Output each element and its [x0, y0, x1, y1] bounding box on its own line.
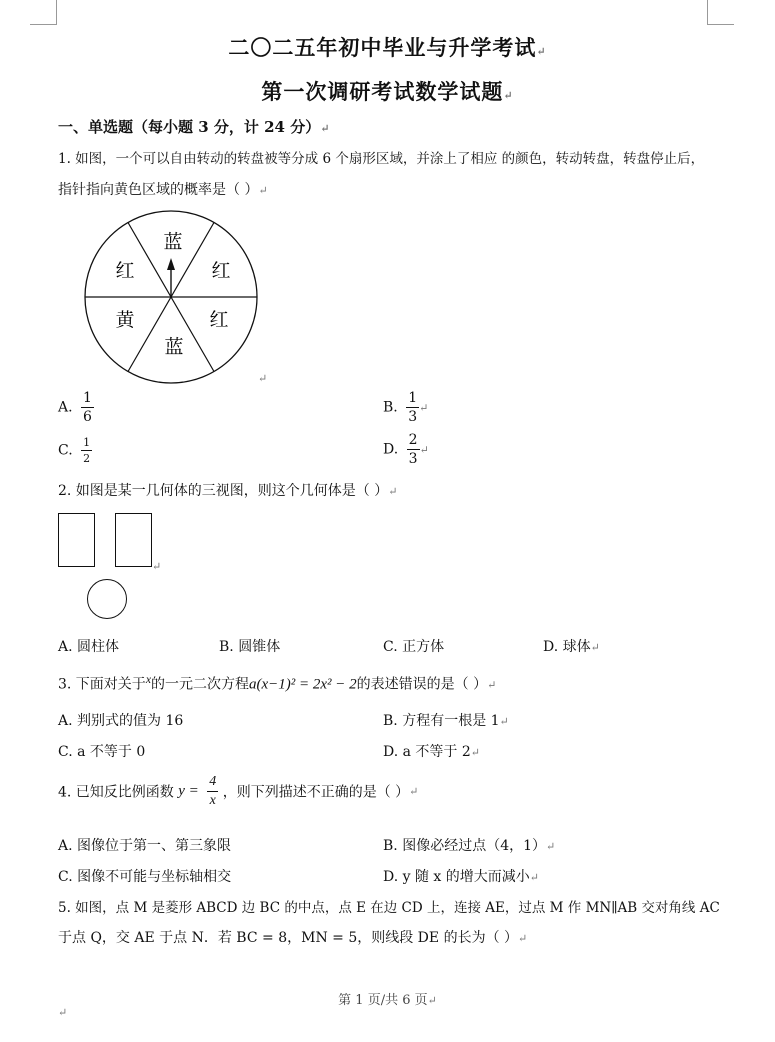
q4-option-d: D. y 随 x 的增大而减小↵: [383, 869, 539, 885]
q2-stem: 2. 如图是某一几何体的三视图，则这个几何体是（ ）↵: [58, 483, 398, 499]
q4-option-a: A. 图像位于第一、第三象限: [58, 838, 232, 854]
top-view-circle: [87, 579, 127, 619]
q5-stem-line2: 于点 Q，交 AE 于点 N．若 BC = 8，MN = 5，则线段 DE 的长为（ ）↵: [58, 930, 528, 946]
q3-option-c: C. a 不等于 0: [58, 744, 146, 760]
sector-label-lower-left: 黄: [115, 309, 135, 331]
page-footer: 第 1 页/共 6 页↵: [338, 993, 437, 1008]
q4-option-c: C. 图像不可能与坐标轴相交: [58, 869, 232, 885]
q1-option-a: A. $\frac{1}{6}$: [58, 390, 92, 425]
paragraph-mark: ↵: [258, 372, 268, 385]
q2-option-a: A. 圆柱体: [58, 639, 120, 655]
front-view-rectangle: [58, 513, 95, 567]
q1-option-b: B. $\frac{1}{3}$ ↵: [383, 390, 429, 425]
q2-option-c: C. 正方体: [383, 639, 445, 655]
side-view-rectangle: [115, 513, 152, 567]
q2-option-d: D. 球体↵: [543, 639, 600, 655]
sector-label-upper-left: 红: [115, 260, 135, 282]
q1-stem-line1: 1. 如图，一个可以自由转动的转盘被等分成 6 个扇形区域，并涂上了相应 的颜色，转动转盘，转盘停止后，: [58, 151, 705, 167]
q3-option-b: B. 方程有一根是 1↵: [383, 713, 509, 729]
q3-option-d: D. a 不等于 2↵: [383, 744, 480, 760]
q4-stem: 4. 已知反比例函数 y = $\frac{4}{x}$ ，则下列描述不正确的是（ ）↵: [58, 774, 419, 808]
sector-label-upper-right: 红: [211, 260, 231, 282]
exam-subtitle: 第一次调研考试数学试题↵: [261, 79, 514, 104]
q3-stem: 3. 下面对关于$^x$的一元二次方程a(x−1)² = 2x² − 2的表述错误的是（ ）↵: [58, 673, 497, 693]
q4-option-b: B. 图像必经过点（4，1）↵: [383, 838, 556, 854]
q1-stem-line2: 指针指向黄色区域的概率是（ ）↵: [58, 182, 268, 198]
sector-label-bottom: 蓝: [164, 336, 184, 358]
q3-option-a: A. 判别式的值为 16: [58, 713, 184, 729]
crop-mark-top-right: [707, 0, 734, 25]
q5-stem-line1: 5. 如图，点 M 是菱形 ABCD 边 BC 的中点，点 E 在边 CD 上，连接 AE，过点 M 作 MN∥AB 交对角线 AC: [58, 900, 720, 916]
crop-mark-top-left: [30, 0, 57, 25]
paragraph-mark: ↵: [152, 560, 162, 573]
q1-option-d: D. $\frac{2}{3}$ ↵: [383, 432, 429, 467]
sector-label-top: 蓝: [163, 231, 183, 253]
sector-label-lower-right: 红: [209, 309, 229, 331]
q2-option-b: B. 圆锥体: [219, 639, 281, 655]
paragraph-mark: ↵: [58, 1006, 68, 1019]
exam-title: 二〇二五年初中毕业与升学考试↵: [228, 35, 547, 60]
spinner-diagram: [84, 210, 264, 385]
q1-option-c: C. $\frac{1}{2}$: [58, 436, 91, 465]
section-heading: 一、单选题（每小题 3 分，计 24 分）↵: [58, 118, 330, 136]
